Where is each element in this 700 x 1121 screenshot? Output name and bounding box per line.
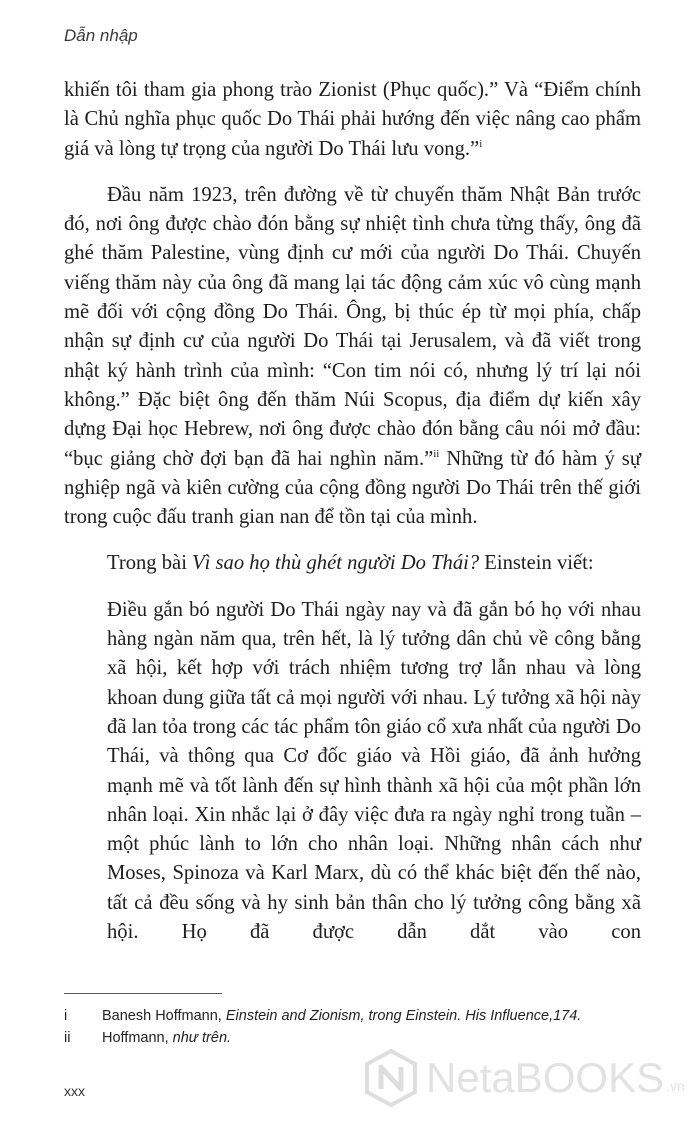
essay-title: Vì sao họ thù ghét người Do Thái? [192, 552, 480, 575]
netabooks-logo-icon [362, 1049, 420, 1107]
intro-text: Trong bài [107, 552, 193, 575]
footnote-divider [64, 993, 222, 994]
footnote-author: Hoffmann, [102, 1030, 173, 1046]
paragraph-text: Đầu năm 1923, trên đường về từ chuyến thăm Nhật Bản trước đó, nơi ông được chào đón bằng sự nhiệt tình chưa từng thấy, ông đã ghé thăm Palestine, vùng định cư mới của người Do Thái. Chuyến viếng thăm này của ông đã mang lại tác động cảm xúc vô cùng mạnh mẽ đối với cộng đồng Do Thái. Ông, bị thúc ép từ mọi phía, chấp nhận sự định cư của người Do Thái tại Jerusalem, và đã viết trong nhật ký hành trình của mình: “Con tim nói có, nhưng lý trí lại nói không.” Đặc biệt ông đến thăm Núi Scopus, địa điểm dự kiến xây dựng Đại học Hebrew, nơi ông được chào đón bằng câu nói mở đầu: “bục giảng chờ đợi bạn đã hai nghìn năm.” [64, 183, 641, 470]
footnotes [64, 1005, 581, 1049]
footnote-source: Einstein and Zionism, trong Einstein. His Influence,174. [225, 1008, 582, 1024]
footnote-text [102, 1005, 581, 1027]
watermark-brand: NetaBOOKS [426, 1054, 665, 1101]
paragraph-quote-intro [64, 549, 641, 578]
paragraph-text: khiến tôi tham gia phong trào Zionist (Phục quốc).” Và “Điểm chính là Chủ nghĩa phục quốc Do Thái phải hướng đến việc nâng cao phẩm giá và lòng tự trọng của người Do Thái lưu vong.” [64, 79, 641, 160]
footnote-item [64, 1027, 581, 1049]
block-quote: Điều gắn bó người Do Thái ngày nay và đã gắn bó họ với nhau hàng ngàn năm qua, trên hết, là lý tưởng dân chủ về công bằng xã hội, kết hợp với trách nhiệm tương trợ lẫn nhau và lòng khoan dung giữa tất cả mọi người với nhau. Lý tưởng xã hội này đã lan tỏa trong các tác phẩm tôn giáo cổ xưa nhất của người Do Thái, và thông qua Cơ đốc giáo và Hồi giáo, đã ảnh hưởng mạnh mẽ và tốt lành đến sự hình thành xã hội của một phần lớn nhân loại. Xin nhắc lại ở đây việc đưa ra ngày nghỉ trong tuần – một phúc lành to lớn cho nhân loại. Những nhân cách như Moses, Spinoza và Karl Marx, dù có thể khác biệt đến thế nào, tất cả đều sống và hy sinh bản thân cho lý tưởng công bằng xã hội. Họ đã được dẫn dắt vào con [107, 598, 641, 944]
body-text [64, 76, 641, 947]
footnote-author: Banesh Hoffmann, [102, 1008, 226, 1024]
footnote-ref: ii [433, 447, 440, 460]
running-head: Dẫn nhập [64, 26, 138, 45]
paragraph-visit-palestine [64, 181, 641, 533]
intro-text: Einstein viết: [479, 552, 594, 575]
watermark-suffix: .vn [666, 1078, 685, 1094]
watermark [362, 1049, 685, 1107]
footnote-item [64, 1005, 581, 1027]
footnote-source: như trên. [172, 1030, 232, 1046]
footnote-text [102, 1027, 231, 1049]
footnote-mark: i [64, 1008, 68, 1024]
footnote-ref: i [479, 137, 483, 150]
page-number: xxx [64, 1083, 85, 1099]
footnote-mark: ii [64, 1030, 71, 1046]
paragraph-continuation [64, 76, 641, 164]
paragraph-text: Những từ đó hàm ý sự nghiệp ngã và kiên cường của cộng đồng người Do Thái trên thế giới trong cuộc đấu tranh gian nan để tồn tại của mình. [64, 447, 641, 529]
